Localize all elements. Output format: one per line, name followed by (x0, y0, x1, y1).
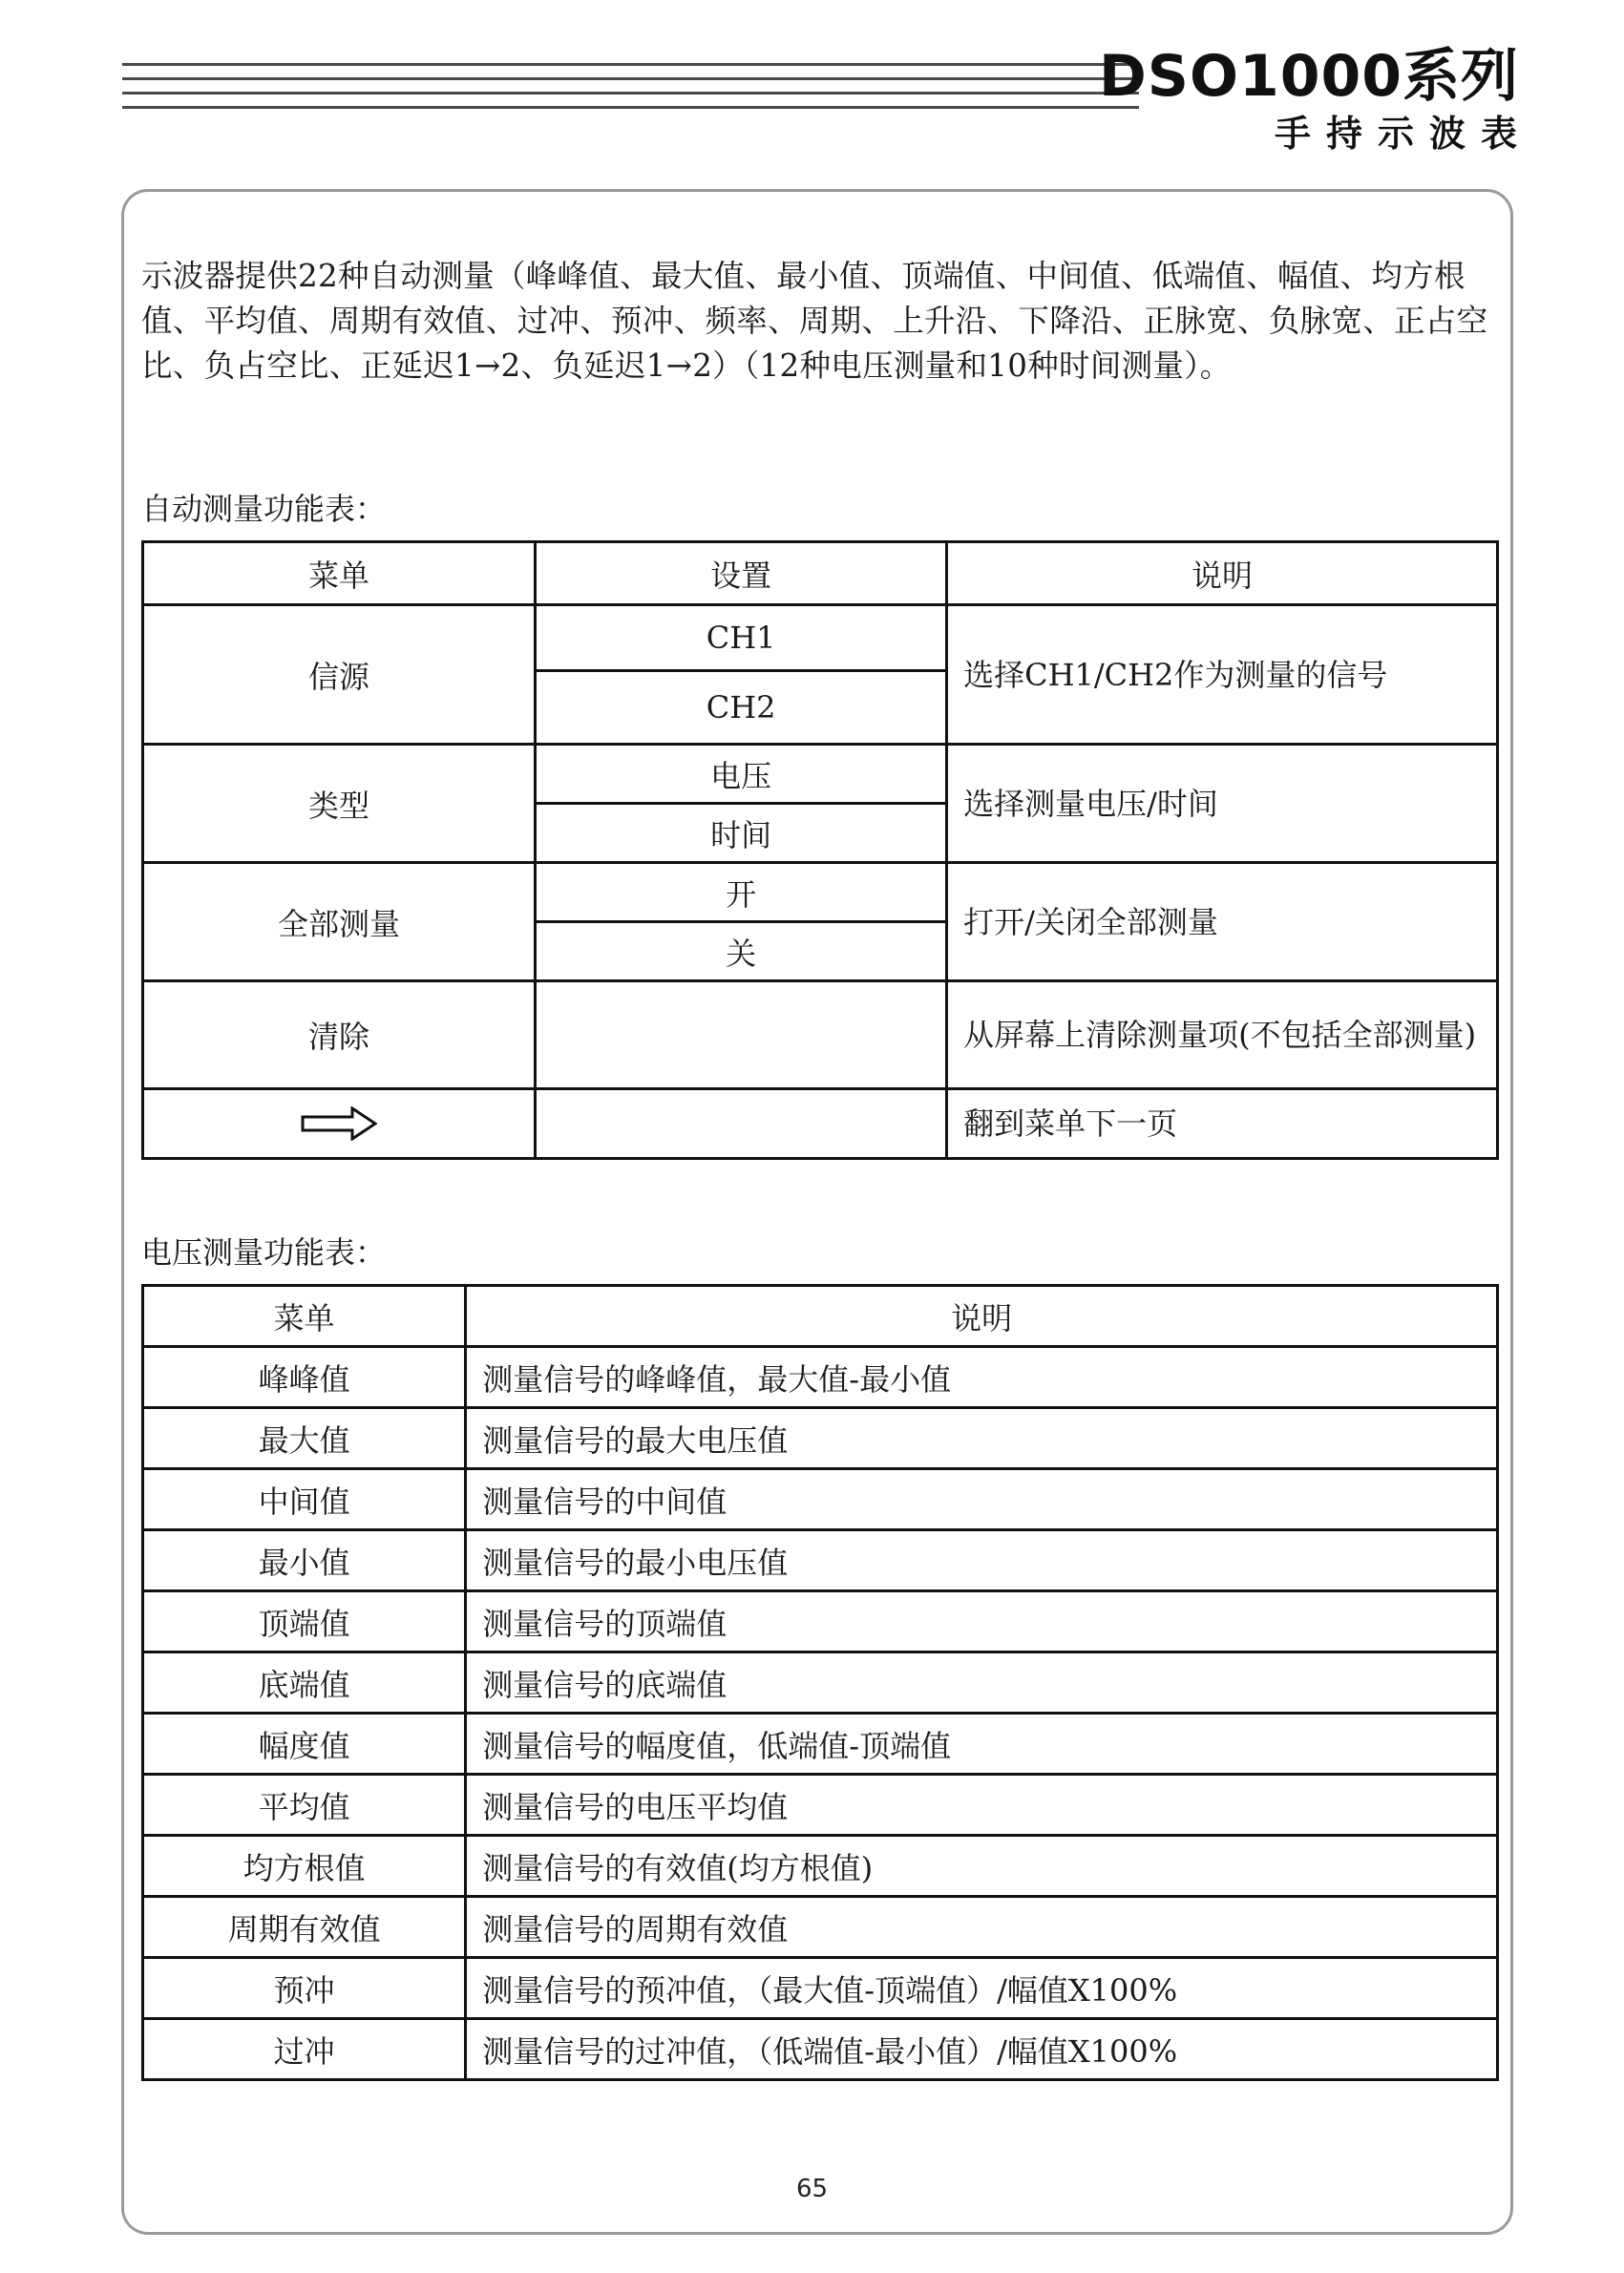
header-menu: 菜单 (143, 542, 536, 605)
table-row (143, 1530, 1498, 1591)
desc-cell: 选择测量电压/时间 (947, 745, 1498, 863)
table-row (143, 1347, 1498, 1408)
desc-cell: 从屏幕上清除测量项(不包括全部测量) (947, 981, 1498, 1089)
table-header-row (143, 1286, 1498, 1347)
page-number: 65 (795, 2175, 829, 2203)
setting-cell: 开 (536, 863, 947, 922)
menu-cell: 类型 (143, 745, 536, 863)
desc-cell: 打开/关闭全部测量 (947, 863, 1498, 981)
desc-cell: 测量信号的幅度值，低端值-顶端值 (466, 1714, 1498, 1775)
header-desc: 说明 (947, 542, 1498, 605)
header-settings: 设置 (536, 542, 947, 605)
table-row (143, 1408, 1498, 1469)
menu-cell: 最小值 (143, 1530, 466, 1591)
menu-cell: 底端值 (143, 1652, 466, 1714)
table-row (143, 1958, 1498, 2019)
desc-cell: 测量信号的预冲值，（最大值-顶端值）/幅值X100% (466, 1958, 1498, 2019)
desc-cell: 选择CH1/CH2作为测量的信号 (947, 605, 1498, 745)
right-arrow-icon (301, 1106, 377, 1141)
brand-subtitle: 手持示波表 (1274, 113, 1532, 155)
menu-cell: 预冲 (143, 1958, 466, 2019)
desc-cell: 测量信号的电压平均值 (466, 1775, 1498, 1836)
menu-cell: 周期有效值 (143, 1897, 466, 1958)
menu-cell: 最大值 (143, 1408, 466, 1469)
desc-cell: 测量信号的中间值 (466, 1469, 1498, 1530)
desc-cell: 测量信号的顶端值 (466, 1591, 1498, 1652)
menu-cell: 顶端值 (143, 1591, 466, 1652)
menu-cell: 清除 (143, 981, 536, 1089)
table-row-source (143, 605, 1498, 671)
auto-table-title: 自动测量功能表： (141, 491, 387, 527)
table-row-next-page (143, 1089, 1498, 1159)
setting-cell: 时间 (536, 804, 947, 863)
setting-cell: 电压 (536, 745, 947, 804)
desc-cell: 测量信号的峰峰值，最大值-最小值 (466, 1347, 1498, 1408)
desc-cell: 测量信号的底端值 (466, 1652, 1498, 1714)
menu-cell: 幅度值 (143, 1714, 466, 1775)
menu-cell: 中间值 (143, 1469, 466, 1530)
menu-cell: 均方根值 (143, 1836, 466, 1897)
table-row (143, 1897, 1498, 1958)
table-row (143, 1836, 1498, 1897)
menu-cell: 全部测量 (143, 863, 536, 981)
desc-cell: 测量信号的最大电压值 (466, 1408, 1498, 1469)
menu-cell: 过冲 (143, 2019, 466, 2080)
setting-cell: CH2 (536, 671, 947, 745)
table-row-type (143, 745, 1498, 804)
desc-cell: 翻到菜单下一页 (947, 1089, 1498, 1159)
menu-cell: 峰峰值 (143, 1347, 466, 1408)
table-row (143, 1591, 1498, 1652)
desc-cell: 测量信号的过冲值，（低端值-最小值）/幅值X100% (466, 2019, 1498, 2080)
table-row (143, 1714, 1498, 1775)
setting-cell (536, 981, 947, 1089)
table-row (143, 1775, 1498, 1836)
desc-cell: 测量信号的周期有效值 (466, 1897, 1498, 1958)
table-header-row (143, 542, 1498, 605)
brand-block (1098, 42, 1532, 157)
desc-cell: 测量信号的最小电压值 (466, 1530, 1498, 1591)
table-row (143, 1469, 1498, 1530)
table-row (143, 2019, 1498, 2080)
header-rules (122, 63, 1139, 120)
intro-paragraph: 示波器提供22种自动测量（峰峰值、最大值、最小值、顶端值、中间值、低端值、幅值、均方根值、平均值、周期有效值、过冲、预冲、频率、周期、上升沿、下降沿、正脉宽、负脉宽、正占空比、负占空比、正延迟1→2、负延迟1→2）（12种电压测量和10种时间测量）。 (141, 258, 1488, 384)
desc-cell: 测量信号的有效值(均方根值) (466, 1836, 1498, 1897)
auto-measure-table (141, 540, 1499, 1160)
voltage-measure-table (141, 1284, 1499, 2081)
setting-cell: CH1 (536, 605, 947, 671)
setting-cell (536, 1089, 947, 1159)
menu-cell (143, 1089, 536, 1159)
brand-title: DSO1000系列 (1098, 43, 1519, 110)
voltage-table-title: 电压测量功能表： (141, 1234, 387, 1271)
setting-cell: 关 (536, 922, 947, 981)
table-row-all-measure (143, 863, 1498, 922)
menu-cell: 平均值 (143, 1775, 466, 1836)
header-menu: 菜单 (143, 1286, 466, 1347)
header-desc: 说明 (466, 1286, 1498, 1347)
table-row-clear (143, 981, 1498, 1089)
menu-cell: 信源 (143, 605, 536, 745)
table-row (143, 1652, 1498, 1714)
